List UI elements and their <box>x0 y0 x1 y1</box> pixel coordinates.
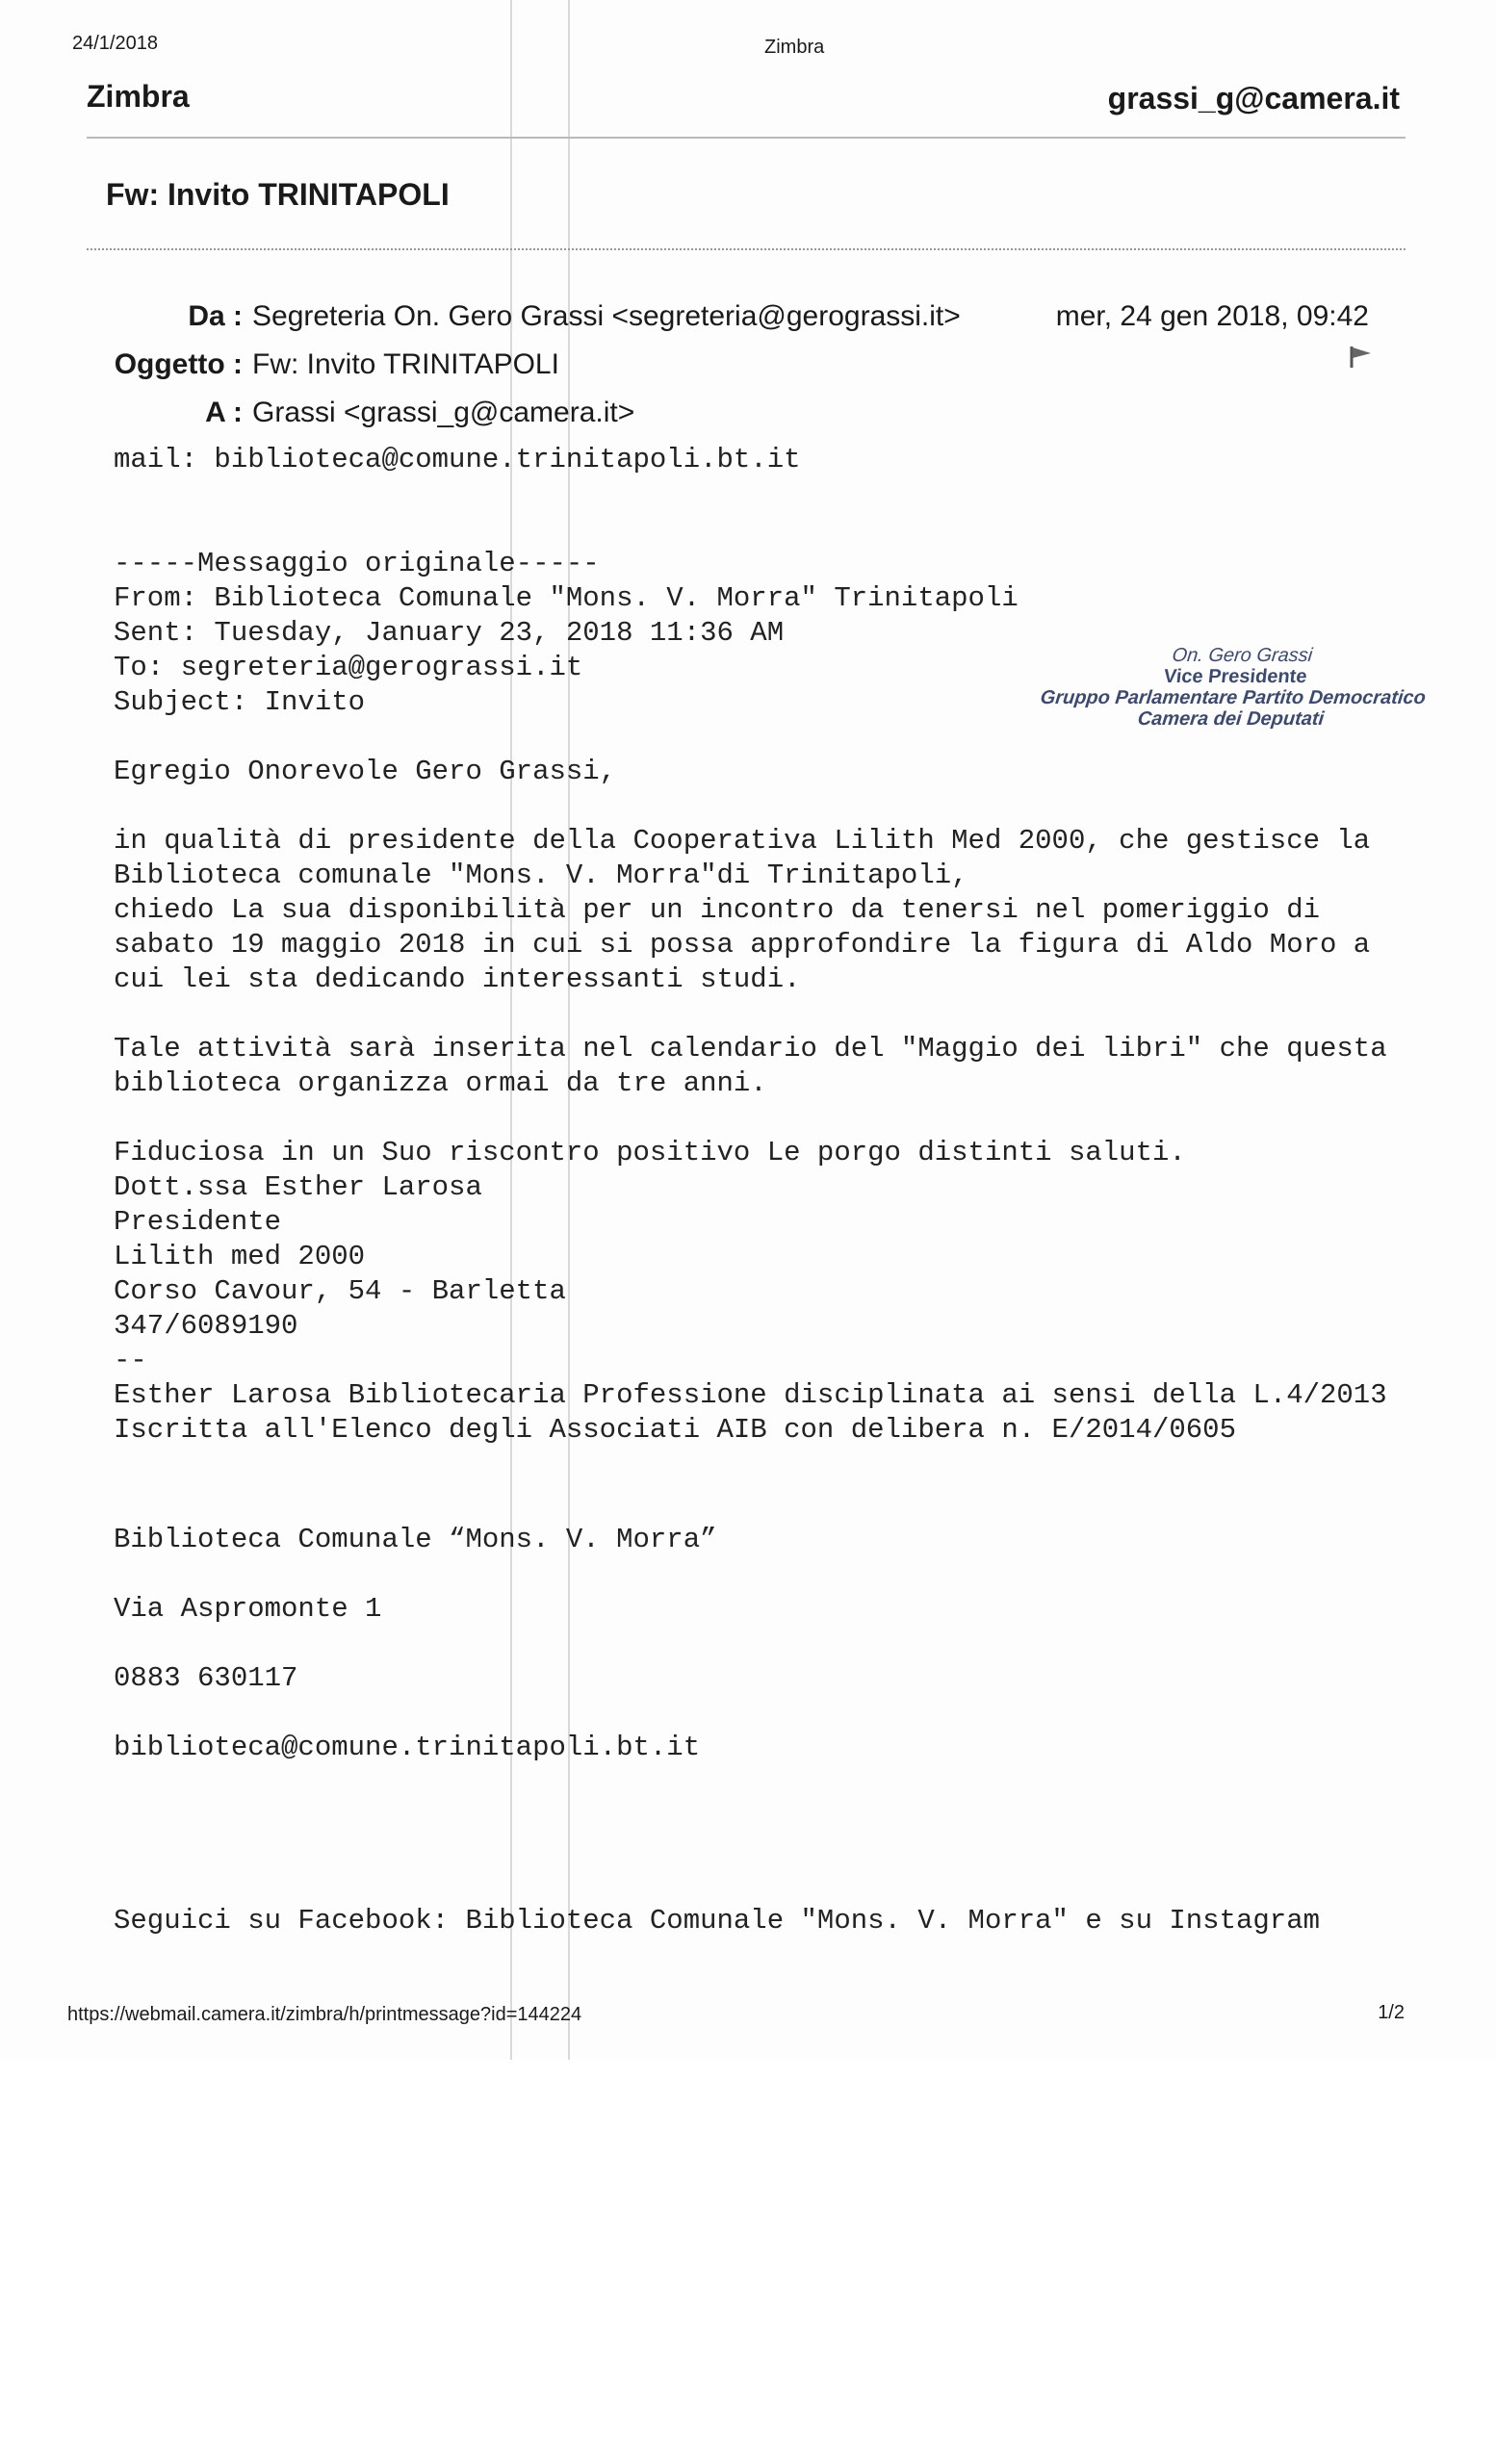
from-value: Segreteria On. Gero Grassi <segreteria@gerograssi.it> <box>252 300 961 332</box>
flag-icon <box>1348 345 1375 370</box>
signature-block: Fiduciosa in un Suo riscontro positivo Le porgo distinti saluti. Dott.ssa Esther Larosa Presidente Lilith med 2000 Corso Cavour, 54 - Barletta 347/6089190 -- Esther Larosa Bibliotecaria Professione disciplinata ai sensi della L.4/2013 Iscritta all'Elenco degli Associati AIB con delibera n. E/2014/0605 <box>114 1137 1387 1446</box>
stamp-chamber: Camera dei Deputati <box>1136 708 1326 730</box>
subject-label: Oggetto : <box>114 348 243 380</box>
print-date: 24/1/2018 <box>72 33 158 54</box>
message-date: mer, 24 gen 2018, 09:42 <box>1055 300 1369 332</box>
official-stamp <box>1018 645 1450 730</box>
page-title: Fw: Invito TRINITAPOLI <box>106 177 450 212</box>
forwarded-header-block: -----Messaggio originale----- From: Biblioteca Comunale "Mons. V. Morra" Trinitapoli Sent: Tuesday, January 23, 2018 11:36 AM To: segreteria@gerograssi.it Subject: Invito <box>114 548 1019 718</box>
library-phone: 0883 630117 <box>114 1662 298 1694</box>
title-divider <box>87 248 1406 250</box>
subject-value: Fw: Invito TRINITAPOLI <box>252 348 559 380</box>
header-divider <box>87 137 1406 139</box>
social-line: Seguici su Facebook: Biblioteca Comunale "Mons. V. Morra" e su Instagram <box>114 1905 1321 1937</box>
brand-name: Zimbra <box>87 79 190 114</box>
print-url: https://webmail.camera.it/zimbra/h/printmessage?id=144224 <box>67 2004 582 2025</box>
library-name: Biblioteca Comunale “Mons. V. Morra” <box>114 1524 717 1555</box>
from-label: Da : <box>188 300 243 332</box>
stamp-name: On. Gero Grassi <box>1171 645 1314 666</box>
page-number: 1/2 <box>1378 2002 1405 2023</box>
mail-line: mail: biblioteca@comune.trinitapoli.bt.it <box>114 444 801 475</box>
stamp-group: Gruppo Parlamentare Partito Democratico <box>1039 687 1428 708</box>
to-label: A : <box>205 397 243 428</box>
library-email: biblioteca@comune.trinitapoli.bt.it <box>114 1732 701 1763</box>
body-paragraph-1: in qualità di presidente della Cooperativa Lilith Med 2000, che gestisce la Biblioteca comunale "Mons. V. Morra"di Trinitapoli, chiedo La sua disponibilità per un incontro da tenersi nel pomeriggio di sabato 19 maggio 2018 in cui si possa approfondire la figura di Aldo Moro a cui lei sta dedicando interessanti studi. <box>114 825 1371 995</box>
greeting: Egregio Onorevole Gero Grassi, <box>114 756 617 787</box>
library-address: Via Aspromonte 1 <box>114 1593 382 1625</box>
body-paragraph-2: Tale attività sarà inserita nel calendario del "Maggio dei libri" che questa biblioteca organizza ormai da tre anni. <box>114 1033 1387 1099</box>
account-email: grassi_g@camera.it <box>1107 81 1400 116</box>
print-app-name: Zimbra <box>764 37 825 58</box>
to-value: Grassi <grassi_g@camera.it> <box>252 397 635 428</box>
stamp-role: Vice Presidente <box>1162 666 1308 687</box>
